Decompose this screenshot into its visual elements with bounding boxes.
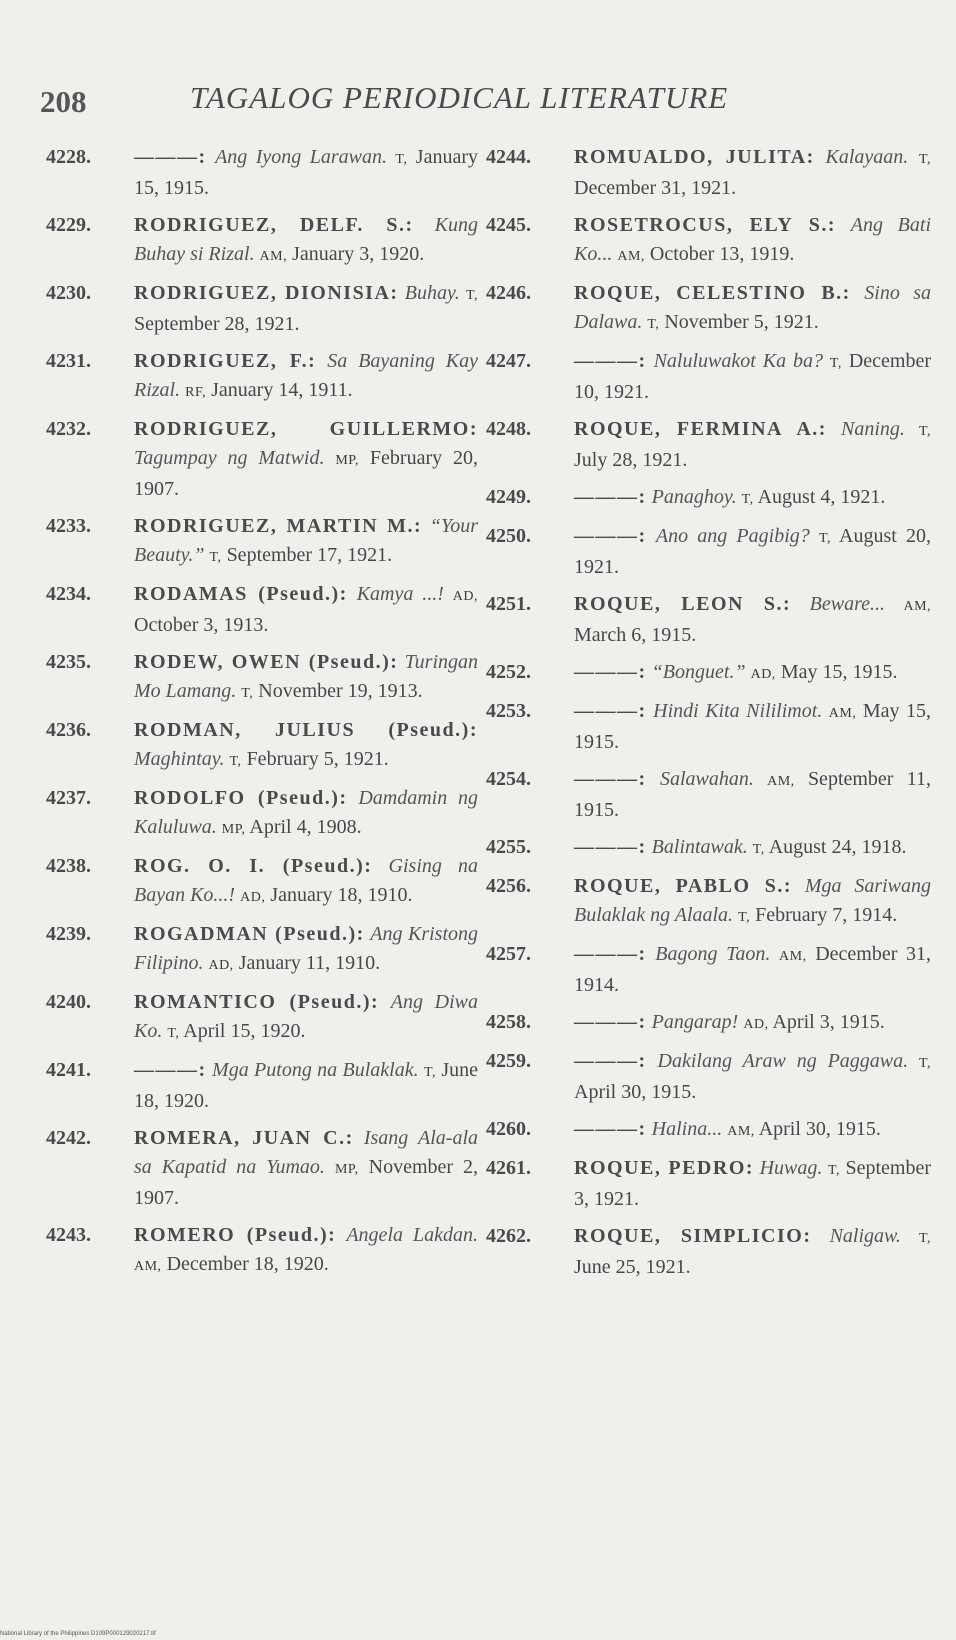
entry-date: January 15, 1915. <box>134 146 478 199</box>
entry-date: March 6, 1915. <box>574 624 697 646</box>
bibliography-entry <box>486 697 931 757</box>
entry-title: Ang Bati Ko... <box>574 214 931 265</box>
entry-source: RF, <box>185 385 207 400</box>
entry-date: October 3, 1913. <box>134 614 269 636</box>
entry-source: AD, <box>240 890 266 905</box>
entry-date: September 28, 1921. <box>134 313 300 335</box>
entry-date: February 20, 1907. <box>134 447 478 500</box>
entry-source: AD, <box>452 589 478 604</box>
entry-date: November 2, 1907. <box>134 1156 479 1209</box>
entry-source: T, <box>465 288 478 303</box>
entry-number: 4235. <box>46 651 91 673</box>
entry-title: Turingan Mo Lamang. <box>134 651 478 702</box>
entry-author: RODRIGUEZ, MARTIN M.: <box>134 515 423 537</box>
entry-date: December 10, 1921. <box>574 350 932 403</box>
entry-author: ———: <box>574 943 647 965</box>
entry-source: T, <box>752 842 765 857</box>
entry-number: 4239. <box>46 923 91 945</box>
entry-number: 4237. <box>46 787 91 809</box>
entry-source: AD, <box>208 958 234 973</box>
entry-author: RODEW, OWEN (Pseud.): <box>134 651 399 673</box>
entry-number: 4228. <box>46 146 91 168</box>
entry-number: 4254. <box>486 768 531 790</box>
entry-source: AM, <box>779 949 807 964</box>
entry-author: ———: <box>574 1011 647 1033</box>
entry-source: AD, <box>743 1017 769 1032</box>
entry-author: ———: <box>134 1059 207 1081</box>
entry-date: July 28, 1921. <box>574 449 688 471</box>
entry-title: Mga Sariwang Bulaklak ng Alaala. <box>574 875 931 926</box>
entry-source: T, <box>241 686 254 701</box>
entry-author: ROQUE, FERMINA A.: <box>574 418 827 440</box>
bibliography-entry <box>46 1221 478 1281</box>
entry-source: T, <box>395 152 408 167</box>
entry-author: ROMERA, JUAN C.: <box>134 1127 354 1149</box>
bibliography-entry <box>486 1047 931 1107</box>
entry-date: April 30, 1915. <box>574 1081 697 1103</box>
bibliography-entry <box>486 347 931 407</box>
entry-source: T, <box>229 754 242 769</box>
entry-number: 4233. <box>46 515 91 537</box>
bibliography-entry <box>46 716 478 776</box>
entry-number: 4249. <box>486 486 531 508</box>
entry-date: December 31, 1921. <box>574 177 737 199</box>
entry-title: Ang Kristong Filipino. <box>134 923 478 974</box>
entry-date: October 13, 1919. <box>649 243 795 265</box>
bibliography-entry <box>46 143 478 203</box>
bibliography-entry <box>46 347 478 407</box>
entry-title: Sino sa Dalawa. <box>574 282 932 333</box>
entry-source: T, <box>827 1163 840 1178</box>
entry-source: AM, <box>259 249 288 264</box>
entry-number: 4236. <box>46 719 91 741</box>
entry-date: August 4, 1921. <box>757 486 886 508</box>
bibliography-entry <box>46 512 478 572</box>
entry-date: April 3, 1915. <box>772 1011 885 1033</box>
bibliography-entry <box>486 522 931 582</box>
entry-title: Ang Iyong Larawan. <box>215 146 387 168</box>
entry-title: “Bonguet.” <box>651 661 746 683</box>
entry-date: May 15, 1915. <box>780 661 898 683</box>
entry-author: ———: <box>574 661 647 683</box>
entry-author: ROSETROCUS, ELY S.: <box>574 214 837 236</box>
entry-date: August 20, 1921. <box>574 525 932 578</box>
entry-title: Ang Diwa Ko. <box>134 991 478 1042</box>
entry-author: RODMAN, JULIUS (Pseud.): <box>134 719 478 741</box>
entry-source: T, <box>741 492 754 507</box>
entry-title: Naluluwakot Ka ba? <box>653 350 823 372</box>
entry-number: 4229. <box>46 214 91 236</box>
bibliography-entry <box>46 988 478 1048</box>
entry-number: 4245. <box>486 214 531 236</box>
entry-author: ROQUE, PEDRO: <box>574 1157 755 1179</box>
entry-date: September 3, 1921. <box>574 1157 932 1210</box>
entry-source: T, <box>209 550 222 565</box>
entry-number: 4259. <box>486 1050 531 1072</box>
entry-date: January 3, 1920. <box>292 243 425 265</box>
entry-author: RODRIGUEZ, F.: <box>134 350 317 372</box>
entry-source: MP, <box>334 1162 359 1177</box>
bibliography-entry <box>486 765 931 825</box>
entry-title: Naning. <box>841 418 905 440</box>
entry-date: November 19, 1913. <box>258 680 423 702</box>
entry-date: September 11, 1915. <box>574 768 931 821</box>
entry-number: 4258. <box>486 1011 531 1033</box>
entry-title: Kung Buhay si Rizal. <box>134 214 479 265</box>
entry-title: Bagong Taon. <box>655 943 771 965</box>
running-title: TAGALOG PERIODICAL LITERATURE <box>190 80 729 115</box>
entry-source: T, <box>167 1026 180 1041</box>
bibliography-entry <box>46 784 478 844</box>
entry-number: 4230. <box>46 282 91 304</box>
entry-number: 4256. <box>486 875 531 897</box>
entry-source: AM, <box>828 706 857 721</box>
bibliography-entry <box>486 211 931 271</box>
entry-author: ROQUE, LEON S.: <box>574 593 792 615</box>
entry-author: ———: <box>574 836 647 858</box>
entry-number: 4238. <box>46 855 91 877</box>
bibliography-entry <box>46 580 478 640</box>
entry-number: 4252. <box>486 661 531 683</box>
entry-number: 4248. <box>486 418 531 440</box>
entry-source: T, <box>919 424 932 439</box>
entry-date: April 4, 1908. <box>249 816 362 838</box>
entry-number: 4261. <box>486 1157 531 1179</box>
bibliography-entry <box>486 590 931 650</box>
entry-author: ROGADMAN (Pseud.): <box>134 923 365 945</box>
entry-number: 4246. <box>486 282 531 304</box>
bibliography-entry <box>486 415 931 475</box>
entry-author: ———: <box>574 525 647 547</box>
entry-source: T, <box>919 1231 932 1246</box>
bibliography-entry <box>46 1124 478 1213</box>
entry-date: April 30, 1915. <box>758 1118 881 1140</box>
bibliography-entry <box>46 920 478 980</box>
entry-author: RODRIGUEZ, DELF. S.: <box>134 214 414 236</box>
entry-number: 4260. <box>486 1118 531 1140</box>
entry-title: Salawahan. <box>659 768 754 790</box>
bibliography-entry <box>486 1222 931 1282</box>
entry-title: Huwag. <box>759 1157 823 1179</box>
entry-title: Angela Lakdan. <box>346 1224 478 1246</box>
entry-author: ———: <box>574 700 647 722</box>
entry-author: RODOLFO (Pseud.): <box>134 787 348 809</box>
bibliography-entry <box>486 1154 931 1214</box>
entry-source: T, <box>647 317 660 332</box>
entry-title: Buhay. <box>404 282 460 304</box>
bibliography-entry <box>46 279 478 339</box>
entry-title: Balintawak. <box>651 836 748 858</box>
bibliography-entry <box>486 872 931 932</box>
entry-author: ROQUE, CELESTINO B.: <box>574 282 851 304</box>
entry-number: 4257. <box>486 943 531 965</box>
entry-author: RODRIGUEZ, GUILLERMO: <box>134 418 478 440</box>
entry-title: Pangarap! <box>651 1011 739 1033</box>
bibliography-entry <box>486 1008 931 1039</box>
bibliography-entry <box>46 211 478 271</box>
entry-title: Beware... <box>809 593 885 615</box>
entry-title: Ano ang Pagibig? <box>655 525 810 547</box>
entry-title: “Your Beauty.” <box>134 515 478 566</box>
entry-source: MP, <box>221 822 246 837</box>
entry-title: Dakilang Araw ng Paggawa. <box>657 1050 909 1072</box>
entry-author: ROG. O. I. (Pseud.): <box>134 855 373 877</box>
right-column <box>486 143 931 1290</box>
entry-source: T, <box>919 1056 932 1071</box>
entry-title: Kamya ...! <box>356 583 444 605</box>
entry-number: 4250. <box>486 525 531 547</box>
entry-date: September 17, 1921. <box>226 544 393 566</box>
entry-title: Sa Bayaning Kay Rizal. <box>134 350 478 401</box>
entry-title: Panaghoy. <box>651 486 737 508</box>
bibliography-entry <box>486 940 931 1000</box>
entry-date: May 15, 1915. <box>574 700 932 753</box>
entry-date: January 11, 1910. <box>238 952 381 974</box>
entry-author: ———: <box>134 146 207 168</box>
entry-date: June 18, 1920. <box>134 1059 479 1112</box>
entry-title: Hindi Kita Nililimot. <box>653 700 823 722</box>
bibliography-entry <box>486 833 931 864</box>
entry-source: T, <box>738 910 751 925</box>
entry-source: T, <box>423 1065 436 1080</box>
entry-date: December 18, 1920. <box>166 1253 329 1275</box>
entry-number: 4234. <box>46 583 91 605</box>
scan-credit: National Library of the Philippines D109P000129020217.tif <box>0 1631 156 1637</box>
entry-date: August 24, 1918. <box>768 836 907 858</box>
bibliography-entry <box>486 483 931 514</box>
entry-title: Isang Ala-ala sa Kapatid na Yumao. <box>134 1127 478 1178</box>
entry-title: Tagumpay ng Matwid. <box>134 447 325 469</box>
entry-number: 4231. <box>46 350 91 372</box>
left-column <box>46 143 478 1289</box>
entry-number: 4247. <box>486 350 531 372</box>
entry-number: 4253. <box>486 700 531 722</box>
entry-date: December 31, 1914. <box>574 943 932 996</box>
entry-title: Damdamin ng Kaluluwa. <box>134 787 478 838</box>
entry-title: Maghintay. <box>134 748 225 770</box>
entry-number: 4243. <box>46 1224 91 1246</box>
entry-source: AM, <box>767 774 795 789</box>
entry-title: Kalayaan. <box>825 146 909 168</box>
entry-date: February 7, 1914. <box>755 904 898 926</box>
entry-number: 4242. <box>46 1127 91 1149</box>
entry-source: AM, <box>134 1259 162 1274</box>
entry-author: ———: <box>574 1118 647 1140</box>
entry-source: MP, <box>335 453 360 468</box>
entry-author: ———: <box>574 768 647 790</box>
entry-author: ———: <box>574 486 647 508</box>
entry-date: April 15, 1920. <box>183 1020 306 1042</box>
entry-author: ROQUE, SIMPLICIO: <box>574 1225 812 1247</box>
entry-author: ROQUE, PABLO S.: <box>574 875 793 897</box>
entry-source: T, <box>918 152 931 167</box>
entry-title: Gising na Bayan Ko...! <box>134 855 479 906</box>
entry-date: January 14, 1911. <box>211 379 353 401</box>
entry-title: Halina... <box>651 1118 723 1140</box>
entry-number: 4251. <box>486 593 531 615</box>
bibliography-entry <box>46 1056 478 1116</box>
bibliography-entry <box>486 279 931 339</box>
bibliography-entry <box>486 658 931 689</box>
entry-number: 4262. <box>486 1225 531 1247</box>
entry-title: Mga Putong na Bulaklak. <box>212 1059 419 1081</box>
entry-source: AM, <box>727 1124 755 1139</box>
entry-author: ROMANTICO (Pseud.): <box>134 991 380 1013</box>
bibliography-entry <box>46 648 478 708</box>
entry-date: February 5, 1921. <box>246 748 389 770</box>
bibliography-entry <box>486 143 931 203</box>
entry-date: January 18, 1910. <box>270 884 413 906</box>
bibliography-entry <box>46 852 478 912</box>
entry-number: 4255. <box>486 836 531 858</box>
entry-title: Naligaw. <box>829 1225 901 1247</box>
entry-source: T, <box>829 356 842 371</box>
page-number: 208 <box>40 84 87 119</box>
entry-date: November 5, 1921. <box>664 311 819 333</box>
entry-source: AM, <box>903 599 932 614</box>
entry-author: ———: <box>574 1050 647 1072</box>
entry-date: June 25, 1921. <box>574 1256 691 1278</box>
entry-author: RODAMAS (Pseud.): <box>134 583 348 605</box>
entry-source: T, <box>818 531 831 546</box>
entry-author: ROMUALDO, JULITA: <box>574 146 815 168</box>
entry-number: 4244. <box>486 146 531 168</box>
entry-source: AD, <box>750 667 776 682</box>
entry-number: 4232. <box>46 418 91 440</box>
entry-number: 4240. <box>46 991 91 1013</box>
entry-source: AM, <box>617 249 645 264</box>
bibliography-entry <box>486 1115 931 1146</box>
entry-number: 4241. <box>46 1059 91 1081</box>
entry-author: ROMERO (Pseud.): <box>134 1224 337 1246</box>
entry-author: ———: <box>574 350 647 372</box>
entry-author: RODRIGUEZ, DIONISIA: <box>134 282 399 304</box>
bibliography-entry <box>46 415 478 504</box>
